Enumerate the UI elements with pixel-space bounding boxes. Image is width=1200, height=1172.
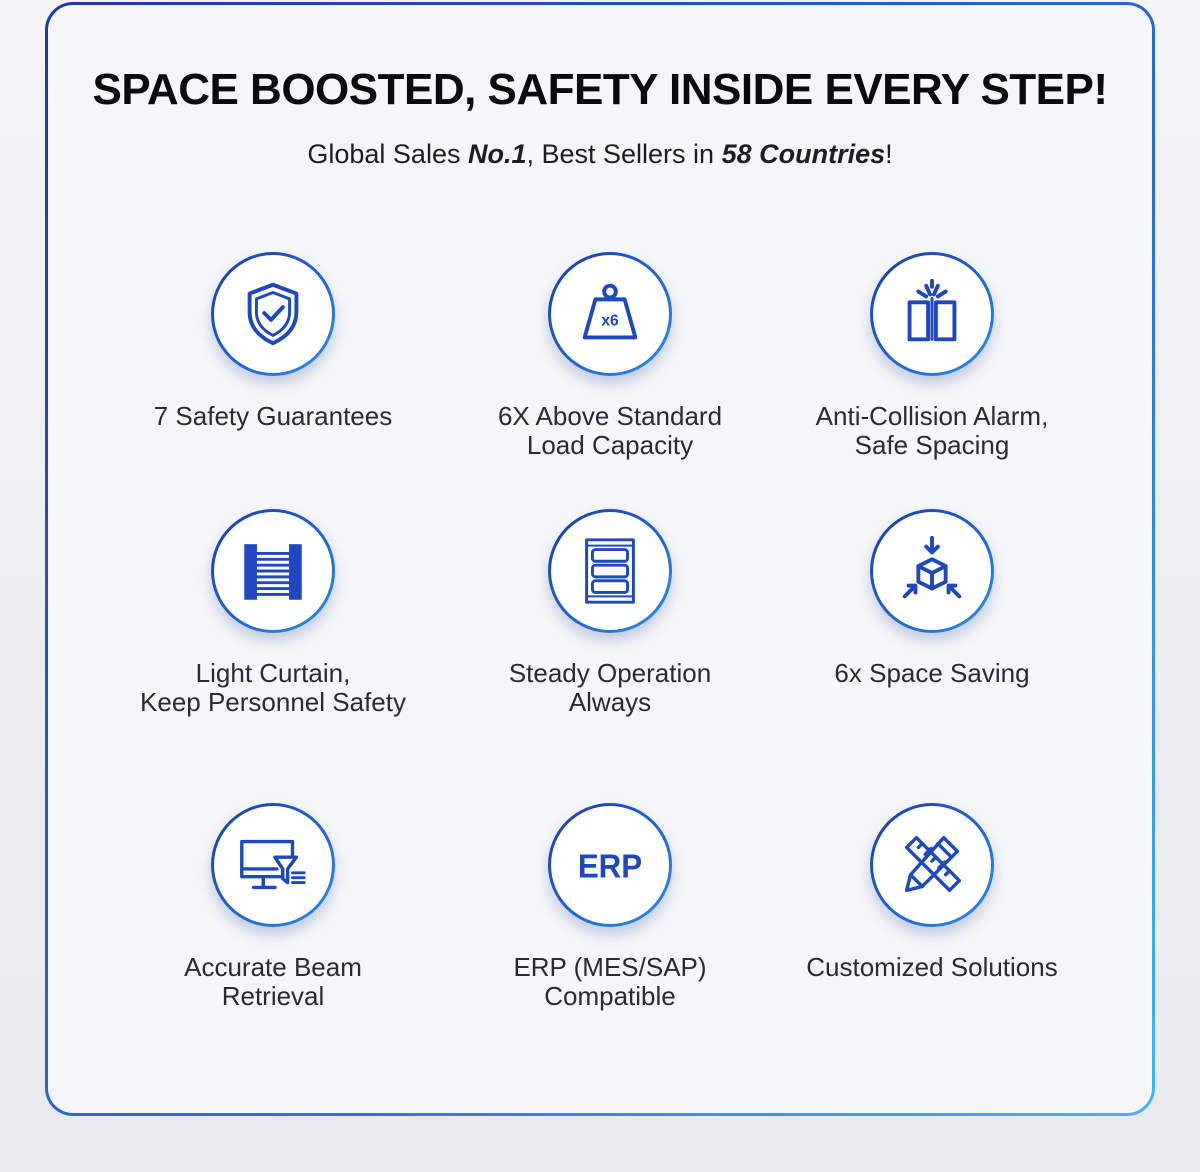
- feature-label-line2: Keep Personnel Safety: [140, 687, 406, 717]
- feature-label-line1: 6X Above Standard: [497, 401, 723, 431]
- feature-steady-operation: [440, 509, 780, 717]
- weight-x6-icon: [571, 275, 649, 353]
- subtitle-emphasis-rank: No.1: [467, 139, 527, 169]
- subtitle-emphasis-countries: 58 Countries: [721, 139, 886, 169]
- feature-anti-collision: [762, 252, 1102, 460]
- feature-label-line2: Always: [568, 687, 652, 717]
- rack-shelves-icon: [571, 532, 649, 610]
- feature-safety-guarantees: [103, 252, 443, 431]
- feature-erp-compatible: [440, 803, 780, 1011]
- page-title: SPACE BOOSTED, SAFETY INSIDE EVERY STEP!: [92, 65, 1108, 114]
- feature-label-line1: Light Curtain,: [195, 658, 351, 688]
- feature-label-line1: Steady Operation: [508, 658, 712, 688]
- collision-alarm-icon: [893, 275, 971, 353]
- erp-badge-text: ERP: [577, 848, 643, 886]
- feature-label-line2: Compatible: [544, 981, 676, 1011]
- feature-label-line2: Load Capacity: [526, 430, 694, 460]
- feature-customized-solutions: [762, 803, 1102, 982]
- feature-label-line1: ERP (MES/SAP): [513, 952, 707, 982]
- weight-badge-text: x6: [601, 312, 619, 330]
- feature-light-curtain: [103, 509, 443, 717]
- feature-label-line1: 7 Safety Guarantees: [153, 401, 393, 431]
- erp-icon: [571, 826, 649, 904]
- feature-beam-retrieval: [103, 803, 443, 1011]
- feature-label-line1: 6x Space Saving: [834, 658, 1030, 688]
- feature-load-capacity: [440, 252, 780, 460]
- content-frame: [45, 2, 1155, 1116]
- feature-label-line1: Accurate Beam: [184, 952, 362, 982]
- feature-space-saving: [762, 509, 1102, 688]
- monitor-filter-icon: [234, 826, 312, 904]
- feature-label-line1: Customized Solutions: [806, 952, 1058, 982]
- feature-label-line1: Anti-Collision Alarm,: [815, 401, 1049, 431]
- content-panel: [48, 5, 1152, 1113]
- compress-box-icon: [893, 532, 971, 610]
- shield-check-icon: [234, 275, 312, 353]
- feature-label-line2: Safe Spacing: [854, 430, 1010, 460]
- feature-label-line2: Retrieval: [221, 981, 325, 1011]
- light-curtain-icon: [234, 532, 312, 610]
- page-subtitle: Global Sales No.1, Best Sellers in 58 Countries!: [307, 139, 893, 169]
- pencil-ruler-icon: [893, 826, 971, 904]
